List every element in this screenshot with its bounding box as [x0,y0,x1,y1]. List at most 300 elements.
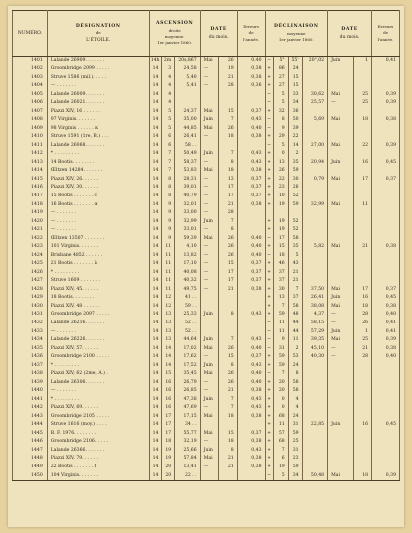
dec-degrees-cell: 19 [273,226,288,234]
ra-hours-cell: 14 [149,421,162,429]
ra-hours-cell: 14 [149,74,162,82]
ra-seconds-cell: 24,58 [175,65,200,73]
ra-year-error-cell: 0,43 [237,362,265,370]
ra-obs-month-cell [200,328,219,336]
ra-hours-cell: 14 [149,413,162,421]
ra-obs-day-cell: 13 [219,176,238,184]
star-designation-cell: * . . . . . . . . . [47,269,149,277]
dec-degrees-cell: 86 [273,65,288,73]
star-designation-cell: 22 Bootis . . . . . . . f [47,464,149,472]
dec-degrees-cell: 11 [273,421,288,429]
ra-hours-cell: 14 [149,184,162,192]
star-designation-cell: Lalande 26366. . . . . . . [47,447,149,455]
dec-obs-day-cell: 1 [353,328,372,336]
ra-obs-month-cell: — [200,252,219,260]
ra-obs-day-cell [219,91,238,99]
ra-hours-cell: 14 [149,328,162,336]
dec-obs-month-cell [328,82,353,90]
dec-obs-month-cell: Mai [328,303,353,311]
ra-hours-cell: 14 [149,82,162,90]
table-body [13,57,400,481]
dec-year-error-cell [372,184,400,192]
ra-obs-day-cell: 28 [219,82,238,90]
header-ascension: ASCENSION droite moyenne. 1er janvier 1860. [149,11,200,57]
dec-sign-cell: + [265,413,273,421]
ra-seconds-cell: 5,40 [175,74,200,82]
ra-hours-cell: 14 [149,252,162,260]
dec-obs-month-cell [328,252,353,260]
dec-minutes-cell: 21 [288,277,302,285]
dec-degrees-cell: 68 [273,413,288,421]
star-designation-cell: 104 Virginis. . . . . . . [47,472,149,481]
dec-obs-month-cell [328,404,353,412]
ra-obs-day-cell: 26 [219,370,238,378]
star-designation-cell: * . . . . . . . . . [47,150,149,158]
ra-year-error-cell: 0,38 [237,201,265,209]
dec-obs-month-cell [328,269,353,277]
star-designation-cell: Lalande 26226. . . . . . . [47,336,149,344]
dec-sign-cell: + [265,379,273,387]
table-row [13,303,400,311]
row-number-cell: 1409 [13,125,48,133]
catalog-page [8,6,404,527]
dec-sign-cell: + [265,167,273,175]
dec-obs-day-cell: 21 [353,243,372,251]
dec-obs-month-cell: — [328,99,353,107]
table-row [13,294,400,302]
table-row [13,91,400,99]
dec-minutes-cell: 26 [288,184,302,192]
ra-obs-day-cell: 8 [219,226,238,234]
dec-minutes-cell: 59 [288,430,302,438]
dec-seconds-cell [302,404,327,412]
dec-seconds-cell [302,438,327,446]
dec-degrees-cell: 37 [273,269,288,277]
ra-minutes-cell: 6 [162,142,175,150]
table-row [13,472,400,481]
ra-year-error-cell: 0,38 [237,286,265,294]
dec-sign-cell: + [265,226,273,234]
row-number-cell: 1419 [13,209,48,217]
dec-degrees-cell: 57 [273,430,288,438]
dec-minutes-cell: 52 [288,193,302,201]
ra-hours-cell: 14 [149,286,162,294]
dec-degrees-cell: 59 [273,311,288,319]
dec-degrees-cell: 9 [273,125,288,133]
dec-obs-month-cell [328,277,353,285]
dec-sign-cell: − [265,320,273,328]
dec-sign-cell: + [265,430,273,438]
ra-obs-month-cell: Mai [200,413,219,421]
dec-degrees-cell: 7 [273,370,288,378]
table-row [13,379,400,387]
row-number-cell: 1407 [13,108,48,116]
dec-minutes-cell: 33 [288,91,302,99]
dec-seconds-cell [302,218,327,226]
star-designation-cell: Piazzi XIV, 45. . . . . . [47,286,149,294]
dec-obs-day-cell [353,74,372,82]
header-erreurs-2: Erreurs de l'année. [372,11,400,57]
row-number-cell: 1436 [13,353,48,361]
table-row [13,193,400,201]
ra-hours-cell: 14 [149,362,162,370]
ra-obs-month-cell: — [200,176,219,184]
table-row [13,150,400,158]
star-catalog-table [12,10,400,481]
dec-sign-cell: + [265,277,273,285]
dec-sign-cell: + [265,243,273,251]
star-designation-cell: Piazzi XIV, 30. . . . . . [47,184,149,192]
dec-degrees-cell: 37 [273,277,288,285]
dec-seconds-cell: 4,37 [302,311,327,319]
dec-obs-month-cell: Juin [328,294,353,302]
table-row [13,362,400,370]
star-designation-cell: — . . . . . . . [47,328,149,336]
ra-hours-cell: 14 [149,65,162,73]
dec-obs-month-cell [328,108,353,116]
dec-seconds-cell [302,108,327,116]
ra-hours-cell: 14 [149,353,162,361]
ra-obs-month-cell [200,303,219,311]
dec-obs-day-cell [353,260,372,268]
ra-obs-month-cell: Juin [200,116,219,124]
dec-year-error-cell [372,74,400,82]
dec-minutes-cell: 52 [288,226,302,234]
dec-sign-cell: + [265,260,273,268]
dec-seconds-cell [302,226,327,234]
dec-year-error-cell: 0,39 [372,472,400,481]
dec-sign-cell: + [265,311,273,319]
ra-year-error-cell: 0,40 [237,57,265,66]
ra-minutes-cell: 4 [162,74,175,82]
ra-seconds-cell: 33,01 [175,226,200,234]
ra-year-error-cell: 0,38 [237,167,265,175]
ra-obs-month-cell [200,91,219,99]
dec-minutes-cell: 34 [288,99,302,107]
ra-seconds-cell: 33,00 [175,209,200,217]
header-date-2: DATE du mois. [328,11,372,57]
star-designation-cell: Groombridge 2100 . . . . . [47,353,149,361]
ra-obs-day-cell [219,99,238,107]
row-number-cell: 1413 [13,159,48,167]
dec-seconds-cell: 45,10 [302,345,327,353]
dec-year-error-cell: 0,45 [372,421,400,429]
ra-seconds-cell: 35,45 [175,370,200,378]
dec-seconds-cell [302,193,327,201]
ra-minutes-cell: 4 [162,91,175,99]
ra-hours-cell: 14 [149,447,162,455]
dec-degrees-cell: 29 [273,133,288,141]
star-designation-cell: Struve 1586 (mil.). . . . . [47,74,149,82]
dec-minutes-cell: 35 [288,159,302,167]
row-number-cell: 1417 [13,193,48,201]
ra-seconds-cell: 47,38 [175,396,200,404]
ra-year-error-cell [237,91,265,99]
dec-degrees-cell: 15 [273,243,288,251]
ra-hours-cell: 14 [149,176,162,184]
ra-year-error-cell [237,472,265,481]
dec-degrees-cell: 11 [273,328,288,336]
star-designation-cell: — . . . . . . . [47,209,149,217]
row-number-cell: 1402 [13,65,48,73]
ra-obs-month-cell: — [200,464,219,472]
dec-obs-day-cell: 16 [353,294,372,302]
ra-seconds-cell: 17,52 [175,362,200,370]
ra-hours-cell: 14 [149,438,162,446]
dec-minutes-cell [288,209,302,217]
ra-obs-month-cell: Mai [200,345,219,353]
dec-sign-cell: + [265,150,273,158]
ra-minutes-cell: 3 [162,65,175,73]
row-number-cell: 1403 [13,74,48,82]
dec-year-error-cell [372,65,400,73]
ra-year-error-cell: 0,43 [237,150,265,158]
ra-year-error-cell: 0,43 [237,396,265,404]
ra-obs-month-cell: — [200,379,219,387]
row-number-cell: 1431 [13,311,48,319]
ra-year-error-cell: 0,36 [237,82,265,90]
dec-degrees-cell: 46 [273,260,288,268]
dec-degrees-cell: 8 [273,116,288,124]
table-row [13,353,400,361]
row-number-cell: 1426 [13,269,48,277]
dec-minutes-cell: 15 [288,74,302,82]
dec-year-error-cell [372,125,400,133]
dec-minutes-cell: 35 [288,243,302,251]
ra-obs-month-cell: — [200,133,219,141]
ra-year-error-cell: 0,43 [237,116,265,124]
dec-year-error-cell [372,404,400,412]
dec-seconds-cell [302,447,327,455]
ra-seconds-cell: 59 . . [175,303,200,311]
table-row [13,447,400,455]
ra-hours-cell: 14 [149,91,162,99]
dec-sign-cell: + [265,133,273,141]
star-designation-cell: Lalande 26009. . . . . . . [47,91,149,99]
star-designation-cell: Struve 1616 (moy.) . . . . [47,421,149,429]
ra-hours-cell: 14 [149,379,162,387]
dec-year-error-cell [372,362,400,370]
star-designation-cell: Piazzi XIV, 79. . . . . . [47,455,149,463]
ra-obs-day-cell: 21 [219,387,238,395]
dec-obs-day-cell [353,184,372,192]
dec-degrees-cell: 17 [273,235,288,243]
star-designation-cell: 101 Virginis. . . . . . . [47,243,149,251]
dec-year-error-cell: 0,39 [372,91,400,99]
row-number-cell: 1446 [13,438,48,446]
dec-obs-month-cell [328,235,353,243]
row-number-cell: 1425 [13,260,48,268]
ra-obs-day-cell: 7 [219,396,238,404]
ra-obs-day-cell: 18 [219,413,238,421]
table-row [13,133,400,141]
star-designation-cell: — . . . . . . . [47,226,149,234]
dec-seconds-cell: 5,82 [302,243,327,251]
ra-obs-month-cell: Mai [200,370,219,378]
dec-sign-cell: − [265,125,273,133]
ra-hours-cell: 14 [149,201,162,209]
ra-seconds-cell: 28,31 [175,176,200,184]
header-designation: DÉSIGNATION de L'ÉTOILE. [47,11,149,57]
ra-seconds-cell: 44,85 [175,125,200,133]
dec-seconds-cell [302,125,327,133]
table-row [13,438,400,446]
dec-minutes-cell: 59 [288,201,302,209]
ra-obs-day-cell: 7 [219,150,238,158]
dec-seconds-cell [302,430,327,438]
dec-year-error-cell: 0,41 [372,320,400,328]
ra-seconds-cell: 47,69 [175,404,200,412]
ra-hours-cell: 14 [149,320,162,328]
dec-obs-day-cell: 25 [353,336,372,344]
dec-minutes-cell: 30 [288,176,302,184]
ra-obs-month-cell: — [200,260,219,268]
ra-obs-month-cell: Mai [200,430,219,438]
dec-seconds-cell [302,277,327,285]
ra-seconds-cell: 32,01 [175,201,200,209]
star-designation-cell: Lalande 26021. . . . . . . [47,99,149,107]
dec-sign-cell: − [265,345,273,353]
ra-minutes-cell: 12 [162,294,175,302]
ra-hours-cell: 14 [149,370,162,378]
table-row [13,269,400,277]
table-row [13,142,400,150]
table-row [13,184,400,192]
row-number-cell: 1444 [13,421,48,429]
dec-degrees-cell: 5 [273,472,288,481]
dec-obs-day-cell: 28 [353,353,372,361]
ra-obs-day-cell: 15 [219,430,238,438]
row-number-cell: 1404 [13,82,48,90]
table-row [13,277,400,285]
ra-seconds-cell: 44,64 [175,336,200,344]
ra-seconds-cell: 40,32 [175,277,200,285]
ra-obs-day-cell [219,472,238,481]
dec-obs-month-cell [328,438,353,446]
dec-year-error-cell [372,226,400,234]
ra-hours-cell: 14 [149,455,162,463]
dec-minutes-cell: 7 [288,286,302,294]
dec-year-error-cell [372,218,400,226]
dec-obs-day-cell [353,108,372,116]
dec-sign-cell: + [265,269,273,277]
dec-seconds-cell [302,362,327,370]
dec-sign-cell: − [265,99,273,107]
dec-minutes-cell: 31 [288,447,302,455]
dec-degrees-cell: 59 [273,362,288,370]
dec-minutes-cell: 59 [288,167,302,175]
dec-year-error-cell: 0,40 [372,311,400,319]
dec-year-error-cell [372,413,400,421]
star-designation-cell: Brisbane 4852 . . . . . . [47,252,149,260]
ra-seconds-cell: 17,15 [175,413,200,421]
table-row [13,252,400,260]
dec-year-error-cell [372,455,400,463]
ra-minutes-cell: 15 [162,370,175,378]
dec-minutes-cell: 24 [288,65,302,73]
ra-hours-cell: 14 [149,387,162,395]
ra-year-error-cell: 0,37 [237,176,265,184]
ra-seconds-cell: 40,79 [175,193,200,201]
dec-year-error-cell [372,150,400,158]
ra-minutes-cell: 11 [162,269,175,277]
ra-seconds-cell: 58,37 [175,159,200,167]
dec-sign-cell: − [265,116,273,124]
table-row [13,226,400,234]
ra-obs-day-cell: 26 [219,243,238,251]
dec-year-error-cell [372,447,400,455]
dec-degrees-cell: 27 [273,74,288,82]
dec-year-error-cell: 0,41 [372,57,400,66]
ra-minutes-cell: 17 [162,421,175,429]
dec-year-error-cell: 0,37 [372,176,400,184]
ra-year-error-cell: 0,38 [237,455,265,463]
dec-obs-month-cell [328,387,353,395]
dec-sign-cell: + [265,447,273,455]
dec-sign-cell: + [265,159,273,167]
ra-hours-cell: 14 [149,303,162,311]
ra-hours-cell: 14 [149,294,162,302]
star-designation-cell: Lalande 26216. . . . . . . [47,320,149,328]
ra-seconds-cell: 5,41 [175,82,200,90]
dec-obs-day-cell: 25 [353,99,372,107]
ra-year-error-cell: 0,40 [237,235,265,243]
dec-degrees-cell: 19 [273,201,288,209]
ra-minutes-cell: 4 [162,99,175,107]
dec-obs-month-cell [328,133,353,141]
dec-degrees-cell: 13 [273,159,288,167]
dec-obs-day-cell: 18 [353,472,372,481]
dec-degrees-cell: 13 [273,294,288,302]
ra-minutes-cell: 9 [162,226,175,234]
dec-degrees-cell: 19 [273,218,288,226]
ra-year-error-cell [237,320,265,328]
dec-obs-month-cell [328,379,353,387]
dec-minutes-cell: 2 [288,345,302,353]
ra-hours-cell: 14 [149,142,162,150]
dec-sign-cell: − [265,91,273,99]
star-designation-cell: 16 Bootis . . . . . . . α [47,201,149,209]
ra-seconds-cell: 17,62 [175,353,200,361]
dec-obs-day-cell [353,379,372,387]
dec-sign-cell: + [265,303,273,311]
dec-minutes-cell: 53 [288,353,302,361]
ra-minutes-cell: 11 [162,277,175,285]
row-number-cell: 1443 [13,413,48,421]
dec-seconds-cell: 20,94 [302,159,327,167]
dec-obs-month-cell [328,430,353,438]
ra-year-error-cell: 0,38 [237,133,265,141]
dec-sign-cell: + [265,464,273,472]
table-row [13,455,400,463]
dec-minutes-cell: 43 [288,260,302,268]
row-number-cell: 1450 [13,472,48,481]
ra-obs-month-cell: — [200,243,219,251]
dec-minutes-cell: 58 [288,235,302,243]
header-erreurs-1: Erreurs de l'année. [237,11,265,57]
ra-hours-cell: 14 [149,209,162,217]
dec-sign-cell [265,209,273,217]
ra-year-error-cell: 0,40 [237,379,265,387]
ra-minutes-cell: 9 [162,209,175,217]
dec-seconds-cell [302,133,327,141]
dec-obs-month-cell: Juin [328,159,353,167]
ra-obs-month-cell: — [200,226,219,234]
ra-obs-day-cell: 18 [219,133,238,141]
dec-sign-cell: + [265,294,273,302]
dec-obs-day-cell: 25 [353,91,372,99]
star-designation-cell: Struve 1609 . . . . . . . [47,277,149,285]
